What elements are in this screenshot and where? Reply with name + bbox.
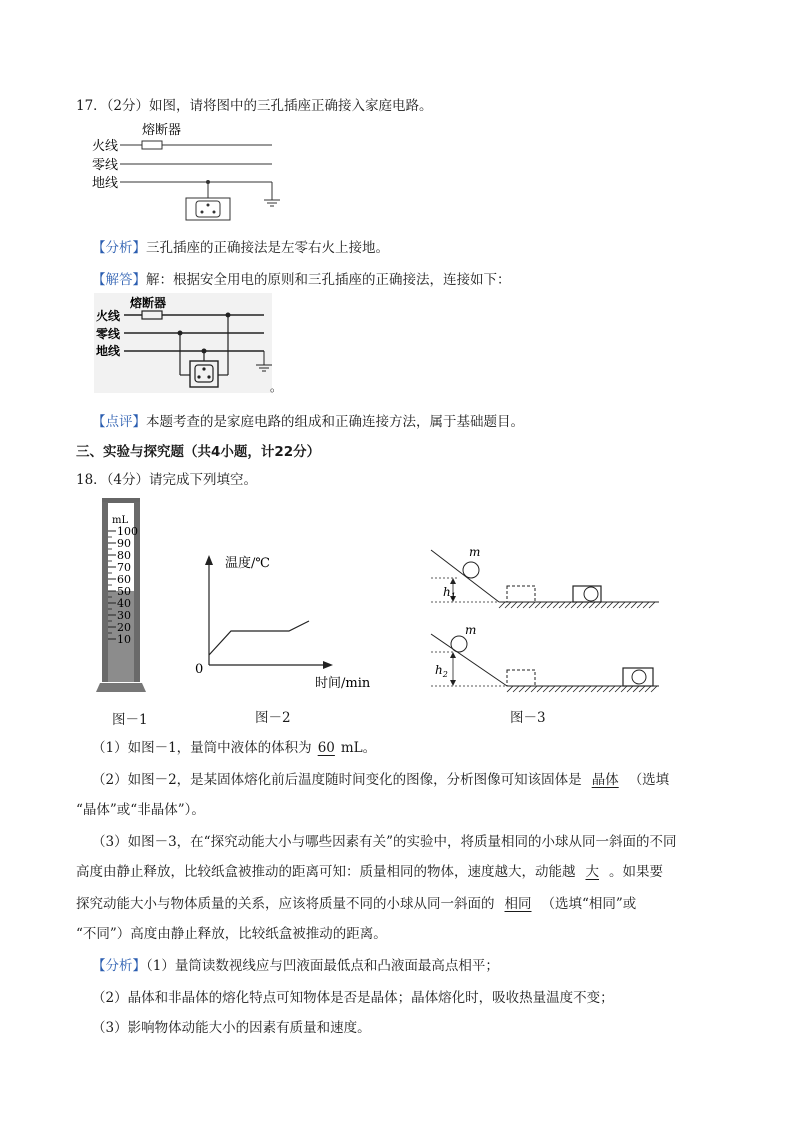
ground-hatch (613, 602, 619, 608)
graph-ylabel: 温度/℃ (225, 556, 270, 571)
ground-hatch (639, 686, 645, 692)
ans-ground-label: 地线 (96, 344, 121, 358)
ground-hatch (583, 602, 589, 608)
ground-hatch (601, 602, 607, 608)
q18-p3-line2: 高度由静止释放，比较纸盒被推动的距离可知：质量相同的物体，速度越大，动能越 (76, 864, 576, 880)
cylinder-unit: mL (112, 515, 129, 526)
ans-live-label: 火线 (96, 309, 121, 323)
q18-p2-answer: 晶体 (591, 772, 619, 788)
kinetic-energy-experiment-figure (425, 540, 665, 700)
q18-analysis-3: （3）影响物体动能大小的因素有质量和速度。 (92, 1020, 371, 1036)
ground-hatch (549, 686, 555, 692)
ground-hatch (633, 686, 639, 692)
ground-hatch (505, 602, 511, 608)
q18-analysis-2: （2）晶体和非晶体的熔化特点可知物体是否是晶体；晶体熔化时，吸收热量温度不变； (92, 990, 614, 1006)
graduated-cylinder-figure (90, 496, 170, 696)
neutral-wire-label: 零线 (92, 158, 119, 173)
q18-stem: 18．（4分）请完成下列填空。 (76, 472, 258, 488)
ground-hatch (603, 686, 609, 692)
q18-p3-line1: （3）如图－3，在“探究动能大小与哪些因素有关”的实验中，将质量相同的小球从同一斜面的不同 (92, 834, 677, 850)
ball-bottom (451, 636, 467, 652)
ground-hatch (553, 602, 559, 608)
cylinder-tick-label: 10 (117, 633, 131, 646)
q17-circuit-diagram (90, 120, 290, 225)
ground-hatch (573, 686, 579, 692)
ground-hatch (637, 602, 643, 608)
ground-hatch (591, 686, 597, 692)
ball-top (463, 562, 479, 578)
ground-hatch (609, 686, 615, 692)
q18-p2-text: （2）如图－2，是某固体熔化前后温度随时间变化的图像，分析图像可知该固体是 (92, 772, 582, 788)
figure-1-label: 图－1 (112, 712, 148, 728)
analysis-tag: 【分析】 (92, 240, 146, 256)
cylinder-tick-label: 60 (117, 573, 131, 586)
q18-p2-text-cont: “晶体”或“非晶体”）。 (76, 802, 205, 818)
q18-p3-answer1: 大 (585, 864, 599, 880)
ground-hatch (579, 686, 585, 692)
ground-hatch (561, 686, 567, 692)
ground-wire-label: 地线 (92, 176, 119, 191)
ground-hatch (621, 686, 627, 692)
comment-tag: 【点评】 (92, 414, 146, 430)
answer-tag: 【解答】 (92, 272, 146, 288)
ground-hatch (589, 602, 595, 608)
box-start-bottom (507, 670, 535, 686)
fuse-label: 熔断器 (142, 123, 182, 138)
ground-hatch (651, 686, 657, 692)
ground-hatch (585, 686, 591, 692)
q18-p3-answer2: 相同 (504, 896, 532, 912)
ground-hatch (525, 686, 531, 692)
ground-hatch (511, 602, 517, 608)
ground-hatch (645, 686, 651, 692)
ground-hatch (537, 686, 543, 692)
q17-analysis: 三孔插座的正确接法是左零右火上接地。 (146, 240, 389, 256)
ground-hatch (559, 602, 565, 608)
ground-hatch (607, 602, 613, 608)
ground-hatch (577, 602, 583, 608)
ans-fuse-label: 熔断器 (130, 296, 167, 310)
ground-hatch (567, 686, 573, 692)
h2-label: $h_2$ (435, 663, 448, 679)
fuse-symbol (142, 141, 162, 149)
h1-label: $h_1$ (443, 585, 456, 601)
temperature-time-graph (185, 545, 385, 695)
ground-hatch (595, 602, 601, 608)
ans-neutral-label: 零线 (96, 327, 121, 341)
ground-hatch (625, 602, 631, 608)
q17-stem: 17．（2分）如图，请将图中的三孔插座正确接入家庭电路。 (76, 98, 433, 114)
ground-hatch (531, 686, 537, 692)
cylinder-tick-label: 20 (117, 621, 131, 634)
box-end-bottom (623, 668, 653, 686)
q18-p3-line4: “不同”）高度由静止释放，比较纸盒被推动的距离。 (76, 926, 387, 942)
box-start-top (507, 586, 535, 602)
mass-label-top: m (469, 545, 481, 559)
ground-hatch (571, 602, 577, 608)
cylinder-tick-label: 80 (117, 549, 131, 562)
ground-hatch (597, 686, 603, 692)
q18-p3-line3: 探究动能大小与物体质量的关系，应该将质量不同的小球从同一斜面的 (76, 896, 495, 912)
cylinder-tick-label: 30 (117, 609, 131, 622)
ground-hatch (565, 602, 571, 608)
ground-hatch (631, 602, 637, 608)
cylinder-tick-label: 40 (117, 597, 131, 610)
section-3-title: 三、实验与探究题（共4小题，计22分） (76, 444, 321, 460)
ground-hatch (523, 602, 529, 608)
q18-p1-answer: 60 (317, 740, 335, 756)
graph-xlabel: 时间/min (315, 676, 371, 691)
graph-origin: 0 (195, 662, 204, 677)
ground-hatch (643, 602, 649, 608)
q17-answer: 解：根据安全用电的原则和三孔插座的正确接法，连接如下： (146, 272, 511, 288)
ground-hatch (529, 602, 535, 608)
cylinder-tick-label: 70 (117, 561, 131, 574)
ground-hatch (519, 686, 525, 692)
ground-hatch (555, 686, 561, 692)
ground-hatch (615, 686, 621, 692)
ground-hatch (619, 602, 625, 608)
cylinder-tick-label: 50 (117, 585, 131, 598)
q18-analysis-tag: 【分析】 (92, 958, 146, 974)
mass-label-bottom: m (465, 623, 477, 637)
ground-hatch (499, 602, 505, 608)
figure-2-label: 图－2 (255, 710, 291, 726)
ground-hatch (547, 602, 553, 608)
ground-hatch (535, 602, 541, 608)
q17-answer-diagram (94, 293, 284, 393)
figure-3-label: 图－3 (510, 710, 546, 726)
ground-hatch (541, 602, 547, 608)
cylinder-tick-label: 100 (117, 525, 138, 538)
ground-hatch (517, 602, 523, 608)
ground-hatch (507, 686, 513, 692)
melting-curve (209, 621, 309, 655)
ans-figure-end: 。 (270, 380, 283, 393)
ground-hatch (543, 686, 549, 692)
q18-p1-text: （1）如图－1，量筒中液体的体积为 (92, 740, 312, 756)
live-wire-label: 火线 (92, 139, 119, 154)
ground-hatch (627, 686, 633, 692)
ground-hatch (649, 602, 655, 608)
cylinder-tick-label: 90 (117, 537, 131, 550)
q17-comment: 本题考查的是家庭电路的组成和正确连接方法，属于基础题目。 (146, 414, 524, 430)
q18-analysis-1: （1）量筒读数视线应与凹液面最低点和凸液面最高点相平； (146, 958, 499, 974)
ground-hatch (513, 686, 519, 692)
